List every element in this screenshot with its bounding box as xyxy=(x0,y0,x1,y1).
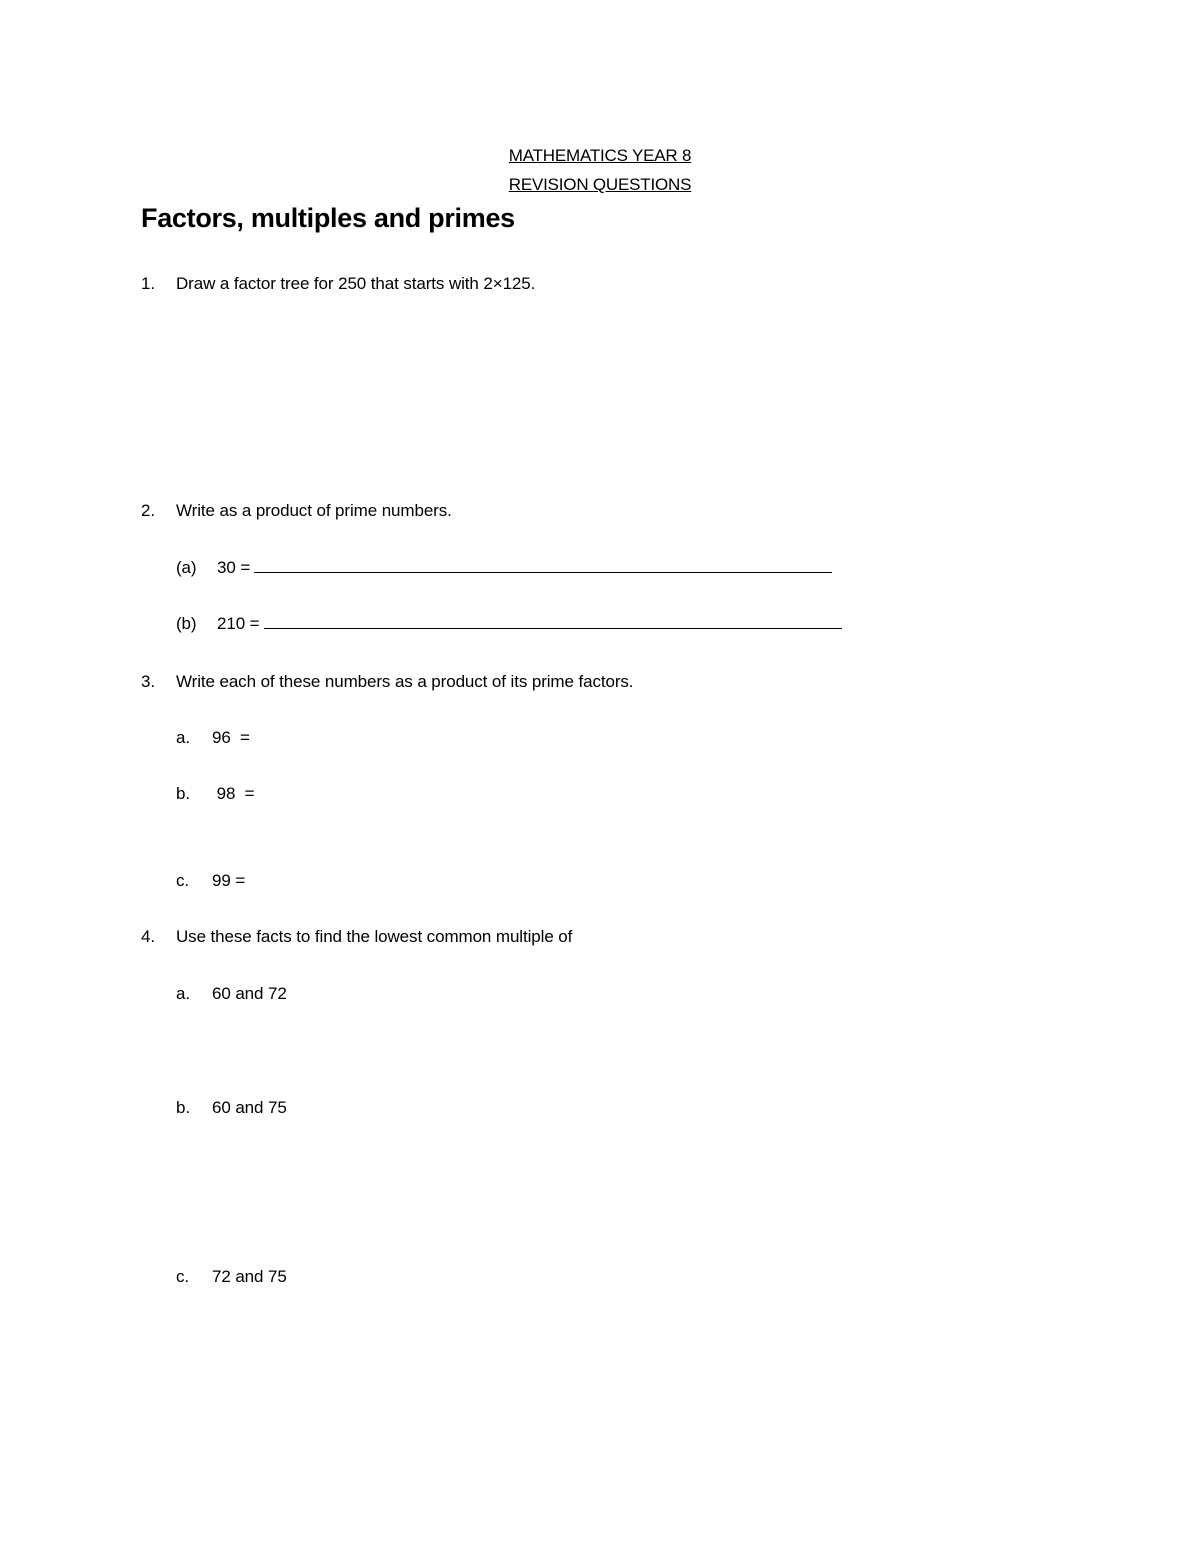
question-number: 3. xyxy=(141,672,155,691)
question-text: Write as a product of prime numbers. xyxy=(176,501,452,520)
header-subject: MATHEMATICS YEAR 8 xyxy=(508,146,692,165)
part-label: b. xyxy=(176,1098,190,1117)
question-number: 4. xyxy=(141,927,155,946)
part-label: a. xyxy=(176,728,190,747)
part-label: (b) xyxy=(176,614,197,633)
part-text: 60 and 72 xyxy=(212,984,287,1003)
part-label: c. xyxy=(176,1267,190,1286)
answer-blank-line[interactable] xyxy=(264,614,842,629)
part-text: 60 and 75 xyxy=(212,1098,287,1117)
part-label: a. xyxy=(176,984,190,1003)
part-row xyxy=(217,558,832,578)
part-text: 72 and 75 xyxy=(212,1267,287,1286)
part-label: c. xyxy=(176,871,190,890)
part-text: 96 = xyxy=(212,728,250,747)
question-text: Use these facts to find the lowest common multiple of xyxy=(176,927,573,946)
part-row xyxy=(217,614,842,634)
section-title: Factors, multiples and primes xyxy=(141,203,515,233)
question-number: 1. xyxy=(141,274,155,293)
part-text: 99 = xyxy=(212,871,246,890)
question-text: Draw a factor tree for 250 that starts with 2×125. xyxy=(176,274,536,293)
header-subtitle: REVISION QUESTIONS xyxy=(508,175,692,194)
question-number: 2. xyxy=(141,501,155,520)
part-text: 98 = xyxy=(212,784,255,803)
part-text: 30 = xyxy=(217,558,251,577)
part-label: b. xyxy=(176,784,190,803)
question-text: Write each of these numbers as a product of its prime factors. xyxy=(176,672,634,691)
part-label: (a) xyxy=(176,558,197,577)
part-text: 210 = xyxy=(217,614,260,633)
answer-blank-line[interactable] xyxy=(254,558,832,573)
